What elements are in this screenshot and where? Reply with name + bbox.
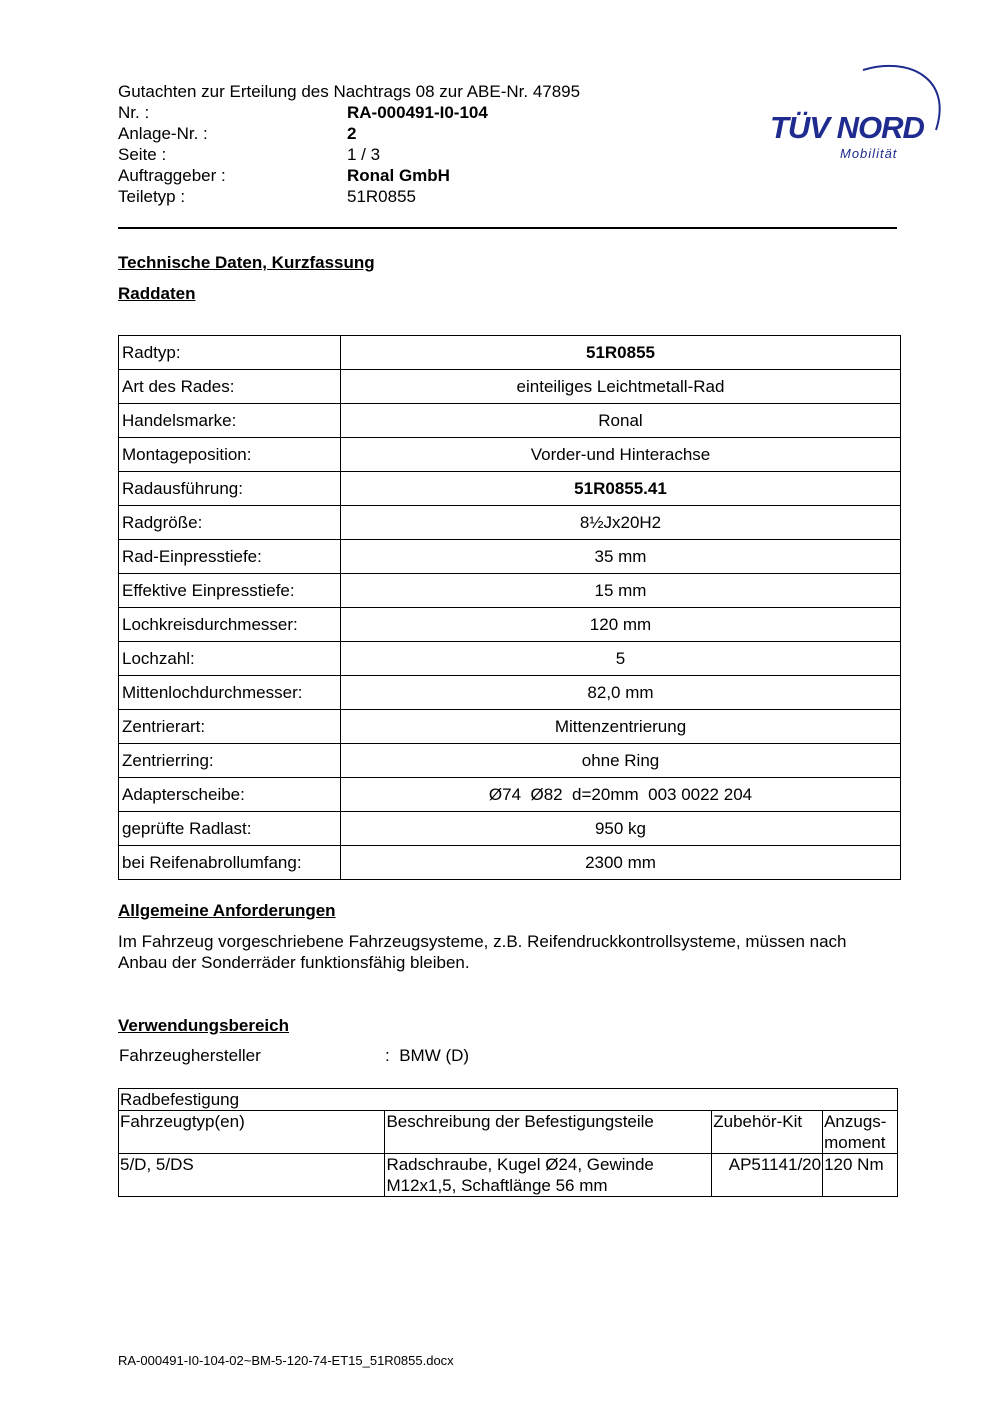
- header-beschreibung: Beschreibung der Befestigungsteile: [385, 1111, 712, 1154]
- cell-beschreibung: [385, 1154, 712, 1197]
- row-value: ohne Ring: [341, 744, 901, 778]
- footer-filename: RA-000491-I0-104-02~BM-5-120-74-ET15_51R0855.docx: [118, 1353, 454, 1368]
- cell-zubehoer-kit: AP51141/20: [712, 1154, 823, 1197]
- header-label: Nr. :: [118, 103, 150, 122]
- cell-anzugsmoment: 120 Nm: [823, 1154, 898, 1197]
- tuev-nord-logo: [768, 58, 948, 168]
- row-key: Montageposition:: [119, 438, 341, 472]
- manufacturer-separator: :: [385, 1046, 390, 1065]
- table-row: [119, 336, 901, 370]
- table-row: [119, 778, 901, 812]
- table-row: [119, 540, 901, 574]
- table-row: [119, 676, 901, 710]
- row-value: 51R0855.41: [341, 472, 901, 506]
- table-row: [119, 710, 901, 744]
- row-value: 5: [341, 642, 901, 676]
- cell-beschreibung-line: M12x1,5, Schaftlänge 56 mm: [386, 1176, 608, 1195]
- manufacturer-line: [119, 1045, 469, 1066]
- mounting-table: [118, 1088, 898, 1197]
- row-key: Adapterscheibe:: [119, 778, 341, 812]
- row-value: Mittenzentrierung: [341, 710, 901, 744]
- row-value: 15 mm: [341, 574, 901, 608]
- row-value: 51R0855: [341, 336, 901, 370]
- row-key: Radgröße:: [119, 506, 341, 540]
- table-row: [119, 846, 901, 880]
- table-row: [119, 608, 901, 642]
- row-key: Zentrierart:: [119, 710, 341, 744]
- row-value: Vorder-und Hinterachse: [341, 438, 901, 472]
- table-row: [119, 438, 901, 472]
- row-value: 120 mm: [341, 608, 901, 642]
- header-anzugsmoment-line: moment: [824, 1133, 886, 1152]
- wheel-data-table: [118, 335, 901, 880]
- header-value: RA-000491-I0-104: [347, 103, 488, 122]
- section-heading-raddaten: Raddaten: [118, 284, 196, 303]
- logo-subtitle: Mobilität: [840, 146, 898, 161]
- cell-fahrzeugtyp: 5/D, 5/DS: [119, 1154, 385, 1197]
- header-divider: [118, 227, 897, 229]
- table-row: [119, 404, 901, 438]
- row-value: 950 kg: [341, 812, 901, 846]
- manufacturer-value: BMW (D): [399, 1046, 470, 1065]
- header-anzugsmoment-line: Anzugs-: [824, 1112, 887, 1131]
- requirements-paragraph: Im Fahrzeug vorgeschriebene Fahrzeugsysteme, z.B. Reifendruckkontrollsysteme, müssen nach Anbau der Sonderräder funktionsfähig bleiben.: [118, 932, 847, 972]
- table-row: [119, 812, 901, 846]
- row-value: 35 mm: [341, 540, 901, 574]
- table-row: [119, 744, 901, 778]
- table-row: [119, 472, 901, 506]
- row-value: einteiliges Leichtmetall-Rad: [341, 370, 901, 404]
- row-key: Effektive Einpresstiefe:: [119, 574, 341, 608]
- row-key: Mittenlochdurchmesser:: [119, 676, 341, 710]
- header-label: Anlage-Nr. :: [118, 124, 208, 143]
- row-key: Radtyp:: [119, 336, 341, 370]
- row-value: 8½Jx20H2: [341, 506, 901, 540]
- section-heading-technische-daten: Technische Daten, Kurzfassung: [118, 253, 375, 272]
- header-label: Auftraggeber :: [118, 166, 226, 185]
- table-row: [119, 642, 901, 676]
- table-row: [119, 1154, 898, 1197]
- row-key: Zentrierring:: [119, 744, 341, 778]
- row-key: Radausführung:: [119, 472, 341, 506]
- row-key: Lochzahl:: [119, 642, 341, 676]
- section-heading-allgemeine-anforderungen: Allgemeine Anforderungen: [118, 901, 336, 920]
- table-header-row: [119, 1111, 898, 1154]
- header-label: Teiletyp :: [118, 187, 186, 206]
- row-key: Lochkreisdurchmesser:: [119, 608, 341, 642]
- row-value: Ronal: [341, 404, 901, 438]
- row-key: Art des Rades:: [119, 370, 341, 404]
- header-fahrzeugtyp: Fahrzeugtyp(en): [119, 1111, 385, 1154]
- table-caption-row: [119, 1089, 898, 1111]
- table-row: [119, 370, 901, 404]
- row-key: geprüfte Radlast:: [119, 812, 341, 846]
- svg-text:TÜV NORD: TÜV NORD: [770, 110, 924, 145]
- row-value: 2300 mm: [341, 846, 901, 880]
- mounting-caption: Radbefestigung: [119, 1089, 898, 1111]
- header-value: Ronal GmbH: [347, 166, 450, 185]
- report-title: Gutachten zur Erteilung des Nachtrags 08 zur ABE-Nr. 47895: [118, 82, 581, 101]
- manufacturer-label: Fahrzeughersteller: [119, 1046, 261, 1065]
- section-heading-verwendungsbereich: Verwendungsbereich: [118, 1016, 289, 1035]
- header-zubehoer-kit: Zubehör-Kit: [712, 1111, 823, 1154]
- header-label: Seite :: [118, 145, 167, 164]
- cell-beschreibung-line: Radschraube, Kugel Ø24, Gewinde: [386, 1155, 654, 1174]
- header-row-anlage: [118, 123, 356, 144]
- header-value: 2: [347, 124, 357, 143]
- header-anzugsmoment: [823, 1111, 898, 1154]
- table-row: [119, 506, 901, 540]
- row-key: Rad-Einpresstiefe:: [119, 540, 341, 574]
- header-value: 51R0855: [347, 187, 417, 206]
- header-row-seite: [118, 144, 380, 165]
- row-key: bei Reifenabrollumfang:: [119, 846, 341, 880]
- row-value: 82,0 mm: [341, 676, 901, 710]
- table-row: [119, 574, 901, 608]
- header-row-teiletyp: [118, 186, 416, 207]
- header-row-auftraggeber: [118, 165, 450, 186]
- header-row-nr: [118, 102, 488, 123]
- row-key: Handelsmarke:: [119, 404, 341, 438]
- row-value: Ø74 Ø82 d=20mm 003 0022 204: [341, 778, 901, 812]
- header-value: 1 / 3: [347, 145, 381, 164]
